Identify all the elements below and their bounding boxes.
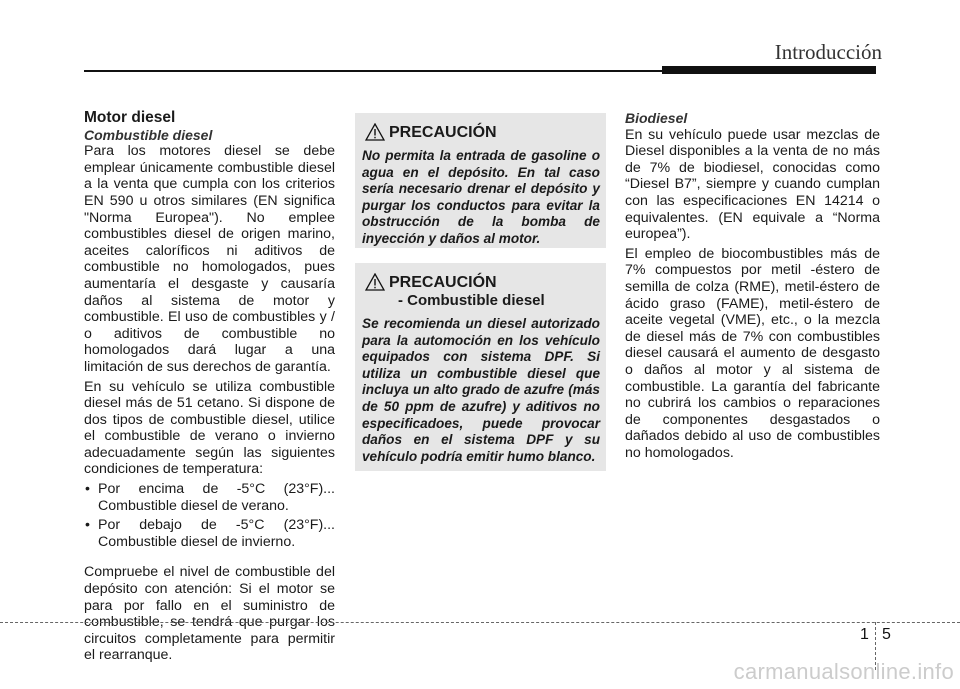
paragraph: El empleo de biocombustibles más de 7% compuestos por metil -éstero de semilla de colza (RME), metil-éstero de ácido graso (FAME), metil-éstero de aceite vegetal (VME), etc., o la mezcla de diesel más de 7% con combustibles diesel causará el aumento de desgasto o daños al motor y al sistema de combustible. La garantía del fabricante no cubrirá los cambios o reparaciones de componentes desgastados o dañados debido al uso de combustibles no homologados. xyxy=(625,245,880,461)
caution-text: No permita la entrada de gasoline o agua en el depósito. En tal caso sería necesario drenar el depósito y purgar los conductos para evitar la obstrucción de la bomba de inyección y daños al motor. xyxy=(362,148,600,246)
caution-title: PRECAUCIÓN xyxy=(389,274,497,291)
paragraph: Para los motores diesel se debe emplear únicamente combustible diesel a la venta que cumpla con los criterios EN 590 u otros similares (EN significa "Norma Europea"). No emplee combustibles diesel de origen marino, aceites caloríficos ni aditivos de combustible no homologados, pues aumentaría el desgaste y causaría daños al sistema de motor y combustible. El uso de combustibles y / o aditivos de combustible no homologados dará lugar a una limitación de sus derechos de garantía. xyxy=(84,143,335,375)
left-column xyxy=(84,110,335,667)
right-column xyxy=(625,110,880,464)
page-number: 5 xyxy=(882,626,891,643)
caution-box xyxy=(355,113,606,248)
watermark: carmanualsonline.info xyxy=(733,659,954,684)
bullet-item: • Por encima de -5°C (23°F)... Combustible diesel de verano. xyxy=(84,481,335,514)
section-heading: Motor diesel xyxy=(84,109,176,126)
caution-subtitle: - Combustible diesel xyxy=(398,292,545,309)
warning-triangle-icon xyxy=(365,123,385,141)
warning-triangle-icon xyxy=(365,273,385,291)
paragraph: Compruebe el nivel de combustible del depósito con atención: Si el motor se para por fallo en el suministro de combustible, se tendrá que purgar los circuitos completamente para permitir el rearranque. xyxy=(84,564,335,664)
caution-box xyxy=(355,263,606,471)
header-rule-thick xyxy=(662,66,876,74)
caution-title: PRECAUCIÓN xyxy=(389,124,497,141)
page-header-title: Introducción xyxy=(774,40,882,64)
chapter-number: 1 xyxy=(860,626,869,643)
header-rule-thin xyxy=(84,70,664,72)
bullet-item: • Por debajo de -5°C (23°F)... Combustible diesel de invierno. xyxy=(84,517,335,550)
footer-divider xyxy=(0,622,960,623)
section-subheading: Combustible diesel xyxy=(84,126,213,143)
caution-text: Se recomienda un diesel autorizado para la automoción en los vehículo equipados con sistema DPF. Si utiliza un combustible diesel que incluya un alto grado de azufre (más de 50 ppm de azufre) y aditivos no especificadoes, puede provocar daños en el sistema DPF y su vehículo podría emitir humo blanco. xyxy=(362,316,600,464)
paragraph: En su vehículo se utiliza combustible diesel más de 51 cetano. Si dispone de dos tipos de combustible diesel, utilice el combustible de verano o invierno adecuadamente según las siguientes condiciones de temperatura: xyxy=(84,378,335,478)
section-subheading: Biodiesel xyxy=(625,110,688,126)
paragraph: En su vehículo puede usar mezclas de Diesel disponibles a la venta de no más de 7% de biodiesel, conocidas como “Diesel B7”, siempre y cuando cumplan con las especificaciones EN 14214 o equivalentes. (EN equivale a “Norma europea”). xyxy=(625,126,880,243)
